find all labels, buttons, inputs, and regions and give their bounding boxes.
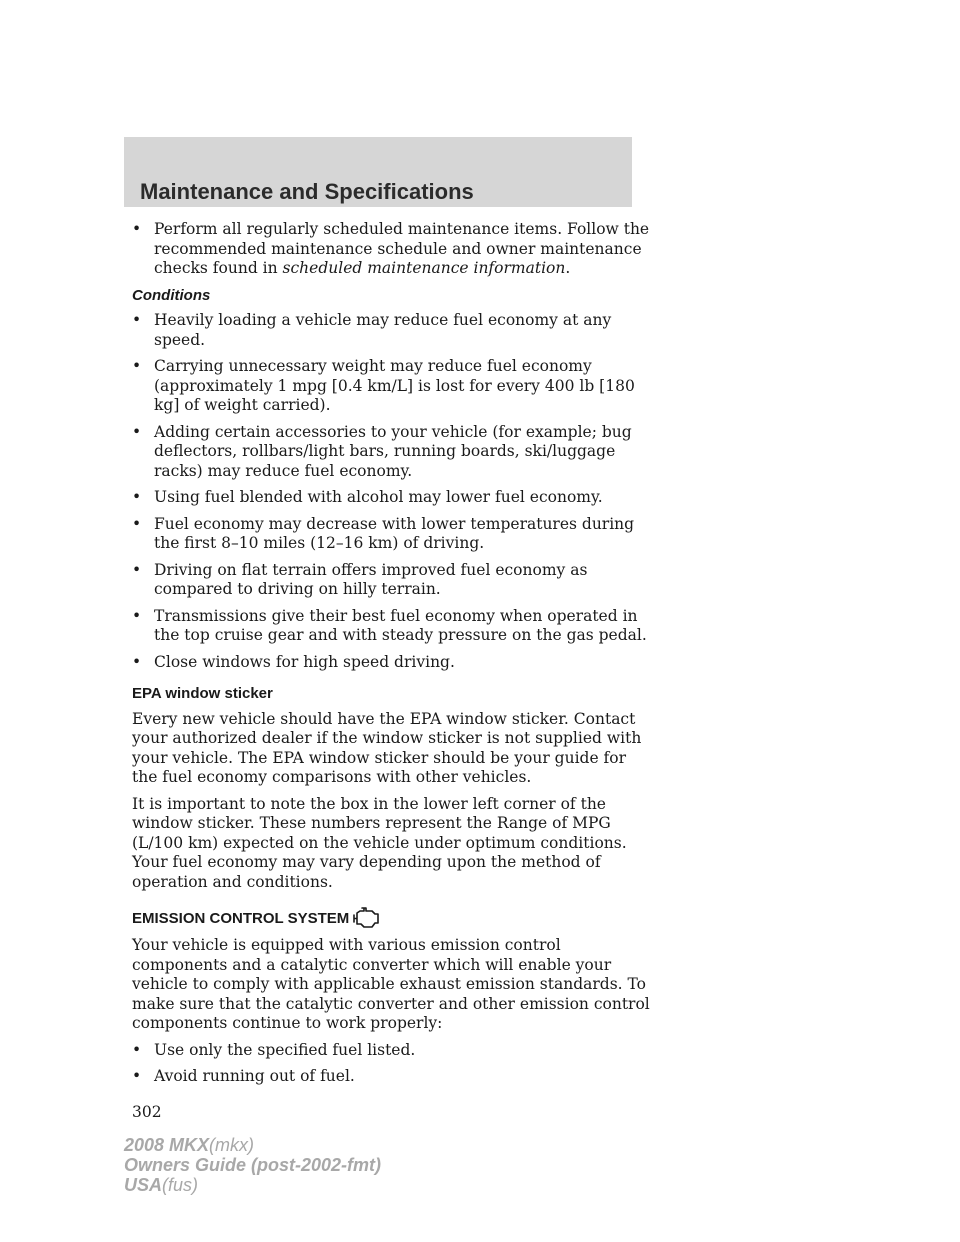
- bullet-glyph: •: [132, 357, 142, 375]
- bullet-glyph: •: [132, 652, 142, 671]
- list-item: [132, 357, 652, 416]
- list-item: [132, 653, 652, 673]
- list-item: [132, 515, 652, 554]
- bullet-text: Fuel economy may decrease with lower temperatures during the first 8–10 miles (12–16 km) of driving.: [154, 514, 635, 552]
- footer-market-code: (fus): [162, 1175, 199, 1195]
- bullet-glyph: •: [132, 514, 142, 533]
- epa-paragraph: Every new vehicle should have the EPA window sticker. Contact your authorized dealer if the window sticker is not supplied with your vehicle. The EPA window sticker should be your guide for the fuel economy comparisons with other vehicles.: [132, 709, 642, 786]
- list-item: [132, 423, 652, 482]
- bullet-glyph: •: [132, 220, 142, 238]
- bullet-text: Transmissions give their best fuel economy when operated in the top cruise gear and with steady pressure on the gas pedal.: [154, 606, 647, 644]
- footer-model-code: (mkx): [209, 1135, 255, 1155]
- bullet-glyph: •: [132, 488, 142, 506]
- emission-heading: [132, 906, 652, 928]
- footer-market: USA: [124, 1175, 163, 1195]
- engine-icon: [352, 906, 380, 928]
- footer-line: [124, 1155, 381, 1175]
- bullet-text: Heavily loading a vehicle may reduce fuel economy at any speed.: [154, 311, 612, 349]
- bullet-text: Perform all regularly scheduled maintenance items. Follow the recommended maintenance schedule and owner maintenance checks found in: [154, 220, 650, 277]
- footer: [124, 1135, 381, 1195]
- footer-line: [124, 1135, 381, 1155]
- page-title: Maintenance and Specifications: [140, 179, 474, 204]
- bullet-text: Use only the specified fuel listed.: [154, 1040, 416, 1059]
- epa-paragraph: It is important to note the box in the lower left corner of the window sticker. These numbers represent the Range of MPG (L/100 km) expected on the vehicle under optimum conditions. Your fuel economy may vary depending upon the method of operation and conditions.: [132, 794, 627, 891]
- bullet-glyph: •: [132, 311, 142, 329]
- bullet-text: Driving on flat terrain offers improved fuel economy as compared to driving on hilly terrain.: [154, 560, 588, 598]
- bullet-text: Using fuel blended with alcohol may lower fuel economy.: [154, 488, 603, 506]
- bullet-glyph: •: [132, 422, 142, 441]
- bullet-text: Carrying unnecessary weight may reduce fuel economy (approximately 1 mpg [0.4 km/L] is lost for every 400 lb [180 kg] of weight carried).: [154, 357, 635, 414]
- footer-guide: Owners Guide (post-2002-fmt): [124, 1155, 382, 1175]
- cross-reference: scheduled maintenance information: [282, 259, 566, 277]
- list-item: [132, 1041, 652, 1061]
- list-item: [132, 220, 652, 279]
- page-number: 302: [132, 1102, 162, 1121]
- footer-line: [124, 1175, 381, 1195]
- emission-paragraph: Your vehicle is equipped with various emission control components and a catalytic converter which will enable your vehicle to comply with applicable exhaust emission standards. To make sure that the catalytic converter and other emission control components continue to work properly:: [132, 936, 650, 1032]
- bullet-text: Adding certain accessories to your vehicle (for example; bug deflectors, rollbars/light bars, running boards, ski/luggage racks) may reduce fuel economy.: [154, 422, 632, 480]
- bullet-glyph: •: [132, 1040, 142, 1059]
- conditions-heading: Conditions: [132, 286, 211, 304]
- epa-heading: EPA window sticker: [132, 685, 273, 702]
- bullet-glyph: •: [132, 560, 142, 579]
- list-item: [132, 1067, 652, 1087]
- bullet-text-end: .: [565, 259, 571, 277]
- list-item: [132, 311, 652, 350]
- bullet-glyph: •: [132, 1067, 142, 1085]
- list-item: [132, 607, 652, 646]
- bullet-text: Avoid running out of fuel.: [154, 1067, 355, 1085]
- emission-heading-text: EMISSION CONTROL SYSTEM: [132, 909, 350, 927]
- bullet-text: Close windows for high speed driving.: [154, 652, 455, 671]
- list-item: [132, 561, 652, 600]
- page-content: [132, 220, 652, 1122]
- footer-model: 2008 MKX: [124, 1135, 210, 1155]
- list-item: [132, 488, 652, 508]
- bullet-glyph: •: [132, 606, 142, 625]
